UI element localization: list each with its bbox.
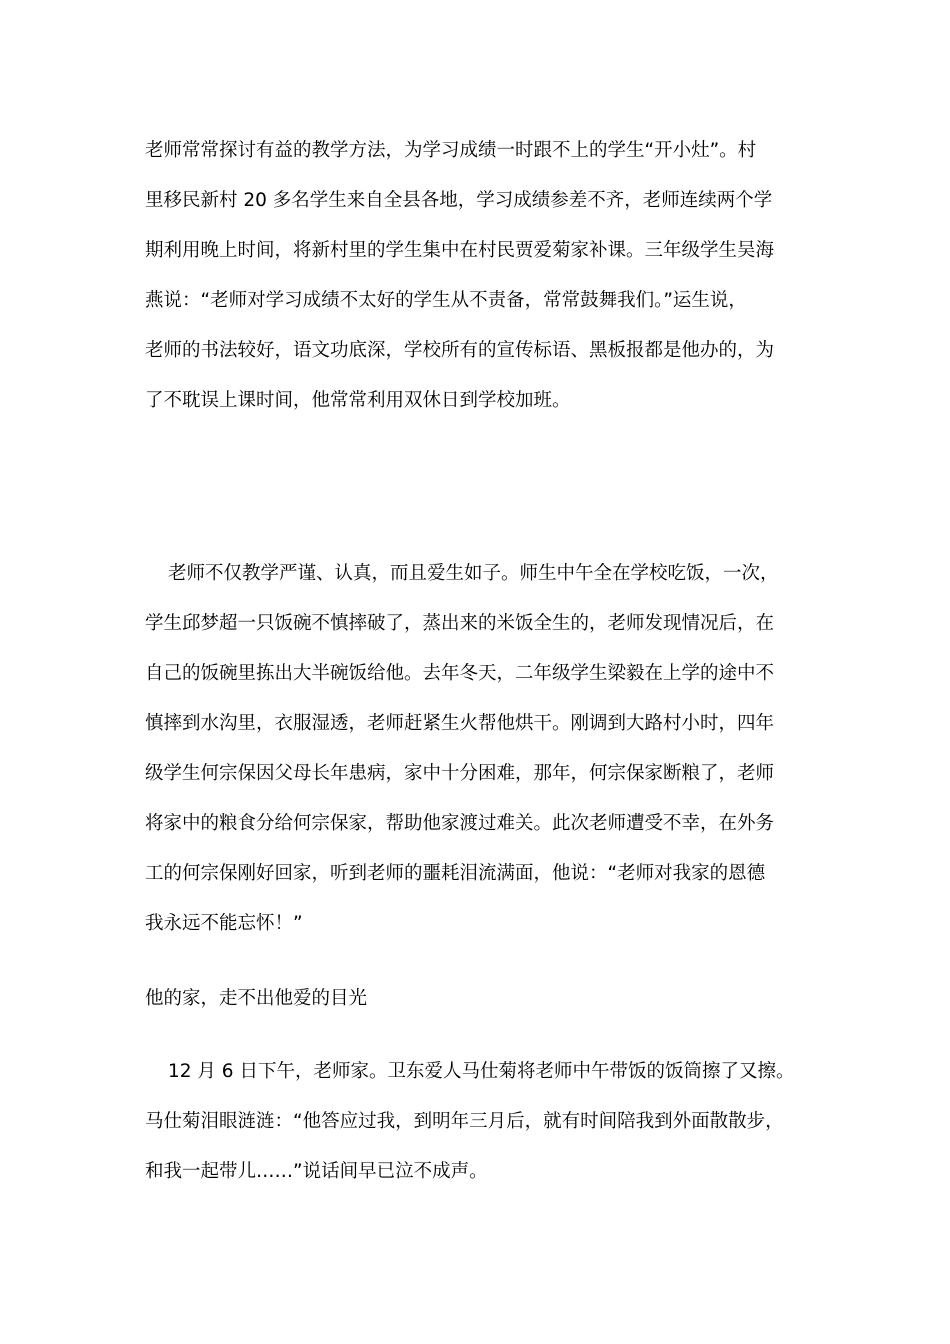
- section-heading: 他的家，走不出他爱的目光: [145, 988, 368, 1009]
- paragraph-2-line: 级学生何宗保因父母长年患病，家中十分困难，那年，何宗保家断粮了，老师: [145, 763, 775, 784]
- paragraph-3-line: 和我一起带儿……”说话间早已泣不成声。: [145, 1161, 488, 1182]
- paragraph-3-line: 马仕菊泪眼涟涟：“他答应过我，到明年三月后，就有时间陪我到外面散散步，: [145, 1111, 784, 1132]
- paragraph-2-line: 慎摔到水沟里，衣服湿透，老师赶紧生火帮他烘干。刚调到大路村小时，四年: [145, 713, 775, 734]
- paragraph-1-line: 了不耽误上课时间，他常常利用双休日到学校加班。: [145, 390, 571, 411]
- paragraph-2-line: 自己的饭碗里拣出大半碗饭给他。去年冬天，二年级学生梁毅在上学的途中不: [145, 663, 775, 684]
- paragraph-2-line: 工的何宗保刚好回家，听到老师的噩耗泪流满面，他说：“老师对我家的恩德: [145, 863, 766, 884]
- paragraph-2-line: 将家中的粮食分给何宗保家，帮助他家渡过难关。此次老师遭受不幸，在外务: [145, 813, 775, 834]
- paragraph-2-line: 学生邱梦超一只饭碗不慎摔破了，蒸出来的米饭全生的，老师发现情况后，在: [145, 613, 775, 634]
- paragraph-1-line: 期利用晚上时间，将新村里的学生集中在村民贾爱菊家补课。三年级学生吴海: [145, 240, 775, 261]
- paragraph-1-line: 老师的书法较好，语文功底深，学校所有的宣传标语、黑板报都是他办的，为: [145, 340, 775, 361]
- paragraph-1-line: 燕说：“老师对学习成绩不太好的学生从不责备，常常鼓舞我们。”运生说，: [145, 290, 747, 311]
- paragraph-3-line: 12 月 6 日下午，老师家。卫东爱人马仕菊将老师中午带饭的饭筒擦了又擦。: [168, 1061, 795, 1082]
- paragraph-1-line: 里移民新村 20 多名学生来自全县各地，学习成绩参差不齐，老师连续两个学: [145, 190, 773, 211]
- paragraph-2-line: 老师不仅教学严谨、认真，而且爱生如子。师生中午全在学校吃饭，一次，: [168, 563, 779, 584]
- paragraph-1-line: 老师常常探讨有益的教学方法，为学习成绩一时跟不上的学生“开小灶”。村: [145, 140, 757, 161]
- paragraph-2-line: 我永远不能忘怀！”: [145, 913, 303, 934]
